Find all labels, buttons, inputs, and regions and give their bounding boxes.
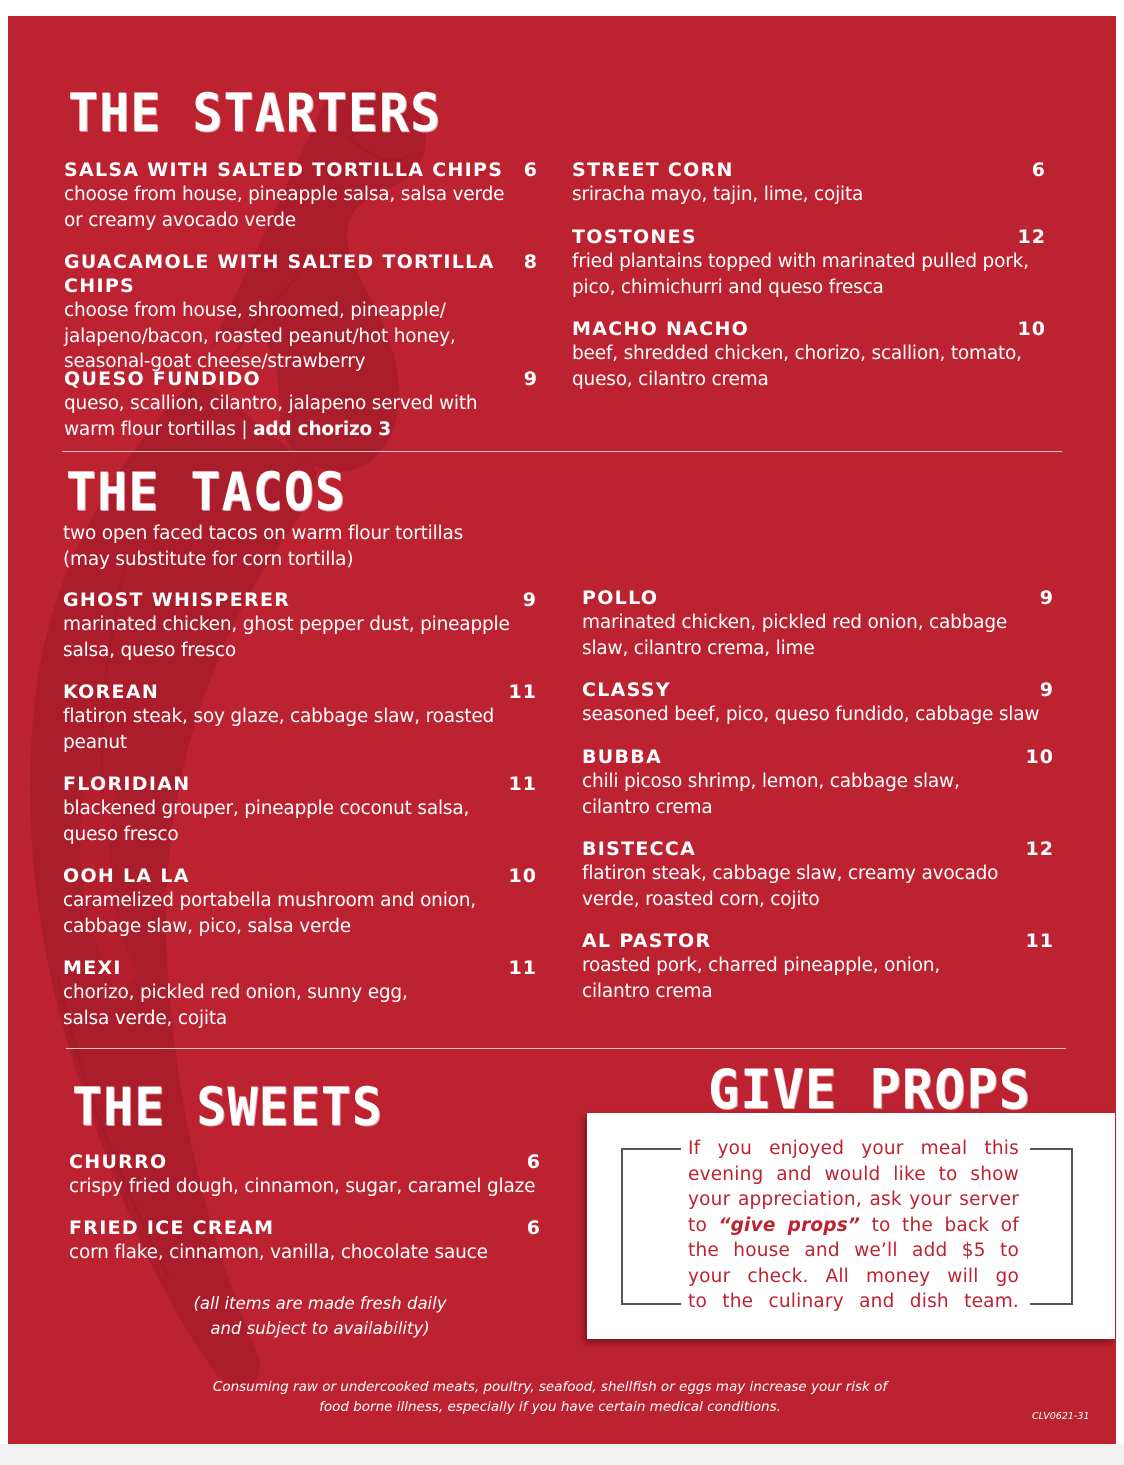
props-text-segment: to: [688, 1214, 719, 1236]
item-desc-line: slaw, cilantro crema, lime: [582, 637, 815, 659]
starters-heading: THE STARTERS: [68, 82, 442, 144]
menu-item: [582, 837, 1054, 912]
menu-item: [69, 1216, 541, 1266]
item-desc-line: cilantro crema: [582, 796, 713, 818]
item-price: 10: [508, 865, 537, 887]
props-line: evening and would like to show: [688, 1162, 1019, 1188]
item-name: SALSA WITH SALTED TORTILLA CHIPS: [64, 159, 504, 181]
tacos-heading: THE TACOS: [66, 461, 346, 523]
item-desc-line: seasonal-goat cheese/strawberry: [64, 351, 366, 372]
item-price: 12: [1025, 838, 1054, 860]
item-name: KOREAN: [63, 681, 160, 703]
item-desc-line: chili picoso shrimp, lemon, cabbage slaw,: [582, 771, 960, 792]
item-name: POLLO: [582, 587, 659, 609]
item-desc-line: choose from house, shroomed, pineapple/: [64, 300, 446, 321]
item-price: 11: [1025, 930, 1054, 952]
item-addon: add chorizo 3: [253, 418, 391, 440]
item-desc-line: [64, 417, 538, 443]
item-price: 9: [523, 368, 538, 390]
item-desc-line: seasoned beef, pico, queso fundido, cabbage slaw: [582, 704, 1040, 725]
item-price: 6: [1031, 159, 1046, 181]
item-name: FRIED ICE CREAM: [69, 1217, 275, 1239]
tacos-intro: [63, 521, 463, 572]
menu-item: [582, 929, 1054, 1004]
item-name: TOSTONES: [572, 226, 697, 248]
menu-item: [572, 158, 1046, 208]
props-line: your appreciation, ask your server: [688, 1187, 1019, 1213]
item-desc-line: queso, scallion, cilantro, jalapeno served with: [64, 393, 478, 414]
section-divider: [66, 1048, 1066, 1049]
item-price: 12: [1017, 226, 1046, 248]
item-desc-line: chorizo, pickled red onion, sunny egg,: [63, 982, 408, 1003]
item-desc-line: corn flake, cinnamon, vanilla, chocolate sauce: [69, 1242, 488, 1263]
item-name: CLASSY: [582, 679, 671, 701]
props-line: [688, 1213, 1019, 1239]
item-price: 11: [508, 957, 537, 979]
props-highlight: “give props”: [718, 1214, 861, 1236]
item-name: BUBBA: [582, 746, 663, 768]
item-desc-line: choose from house, pineapple salsa, salsa verde: [64, 184, 505, 205]
item-desc-line: blackened grouper, pineapple coconut salsa,: [63, 798, 470, 819]
menu-item: [64, 250, 538, 375]
item-desc-line: jalapeno/bacon, roasted peanut/hot honey,: [64, 325, 456, 347]
bracket-frame-right: [1030, 1148, 1073, 1305]
item-desc-line: flatiron steak, cabbage slaw, creamy avocado: [582, 863, 999, 884]
item-name: CHURRO: [69, 1151, 168, 1173]
give-props-heading: GIVE PROPS: [708, 1058, 1032, 1122]
section-divider: [62, 451, 1062, 452]
props-text-segment: to the back of: [860, 1214, 1019, 1236]
item-name: QUESO FUNDIDO: [64, 368, 261, 390]
item-name: OOH LA LA: [63, 865, 190, 887]
item-name: BISTECCA: [582, 838, 697, 860]
item-name: GHOST WHISPERER: [63, 589, 291, 611]
menu-item: [582, 678, 1054, 728]
item-desc-line: queso fresco: [63, 823, 179, 845]
page-shadow: [0, 1444, 1124, 1465]
note-line: and subject to availability): [210, 1319, 430, 1338]
item-desc-line: sriracha mayo, tajin, lime, cojita: [572, 184, 864, 205]
menu-item: [582, 586, 1054, 661]
item-desc-line: cilantro crema: [582, 980, 713, 1002]
menu-item: [63, 864, 537, 939]
sweets-heading: THE SWEETS: [72, 1076, 384, 1138]
item-price: 11: [508, 681, 537, 703]
menu-item: [64, 367, 538, 442]
menu-code: CLV0621-31: [1032, 1411, 1090, 1422]
props-line: the house and we’ll add $5 to: [688, 1238, 1019, 1264]
item-desc-line: beef, shredded chicken, chorizo, scallion, tomato,: [572, 343, 1022, 364]
intro-line: (may substitute for corn tortilla): [63, 548, 354, 570]
item-price: 6: [526, 1217, 541, 1239]
item-desc-line: crispy fried dough, cinnamon, sugar, caramel glaze: [69, 1176, 536, 1197]
item-desc-line: cabbage slaw, pico, salsa verde: [63, 915, 351, 937]
item-price: 9: [1039, 679, 1054, 701]
item-desc-line: marinated chicken, pickled red onion, cabbage: [582, 612, 1008, 633]
item-name: MACHO NACHO: [572, 318, 750, 340]
item-price: 10: [1017, 318, 1046, 340]
item-desc-line: fried plantains topped with marinated pulled pork,: [572, 251, 1029, 272]
item-desc-line: pico, chimichurri and queso fresca: [572, 276, 884, 298]
menu-item: [63, 956, 537, 1031]
item-price: 6: [526, 1151, 541, 1173]
item-name: MEXI: [63, 957, 122, 979]
disclaimer-line: Consuming raw or undercooked meats, poultry, seafood, shellfish or eggs may increase your risk of: [212, 1379, 888, 1395]
intro-line: two open faced tacos on warm flour tortillas: [63, 523, 464, 544]
menu-item: [572, 225, 1046, 300]
item-price: 6: [523, 159, 538, 181]
item-desc-text: warm flour tortillas |: [64, 418, 248, 440]
item-desc-line: salsa verde, cojita: [63, 1007, 228, 1029]
disclaimer-line: food borne illness, especially if you have certain medical conditions.: [319, 1399, 781, 1415]
menu-item: [64, 158, 538, 233]
menu-item: [69, 1150, 541, 1200]
item-price: 9: [522, 589, 537, 611]
note-line: (all items are made fresh daily: [193, 1294, 447, 1313]
menu-item: [63, 588, 537, 663]
give-props-text: [688, 1136, 1019, 1315]
props-line: If you enjoyed your meal this: [688, 1136, 1019, 1162]
props-line: your check. All money will go: [688, 1264, 1019, 1290]
menu-item: [63, 772, 537, 847]
bracket-frame-left: [621, 1148, 681, 1305]
item-desc-line: salsa, queso fresco: [63, 639, 236, 661]
item-price: 8: [523, 251, 538, 273]
item-name: STREET CORN: [572, 159, 734, 181]
item-desc-line: verde, roasted corn, cojito: [582, 888, 820, 910]
availability-note: [140, 1291, 500, 1341]
item-desc-line: roasted pork, charred pineapple, onion,: [582, 955, 941, 976]
item-price: 11: [508, 773, 537, 795]
props-line: to the culinary and dish team.: [688, 1289, 1019, 1315]
health-disclaimer: [140, 1377, 960, 1417]
menu-item: [582, 745, 1054, 820]
item-desc-line: flatiron steak, soy glaze, cabbage slaw, roasted: [63, 706, 495, 727]
menu-item: [63, 680, 537, 755]
item-name: FLORIDIAN: [63, 773, 191, 795]
item-desc-line: queso, cilantro crema: [572, 368, 769, 390]
item-price: 10: [1025, 746, 1054, 768]
item-desc-line: caramelized portabella mushroom and onion,: [63, 890, 476, 911]
item-desc-line: marinated chicken, ghost pepper dust, pineapple: [63, 614, 510, 635]
item-desc-line: or creamy avocado verde: [64, 209, 296, 231]
menu-item: [572, 317, 1046, 392]
item-price: 9: [1039, 587, 1054, 609]
item-desc-line: peanut: [63, 731, 127, 753]
item-name: GUACAMOLE WITH SALTED TORTILLA CHIPS: [64, 251, 495, 297]
item-name: AL PASTOR: [582, 930, 712, 952]
